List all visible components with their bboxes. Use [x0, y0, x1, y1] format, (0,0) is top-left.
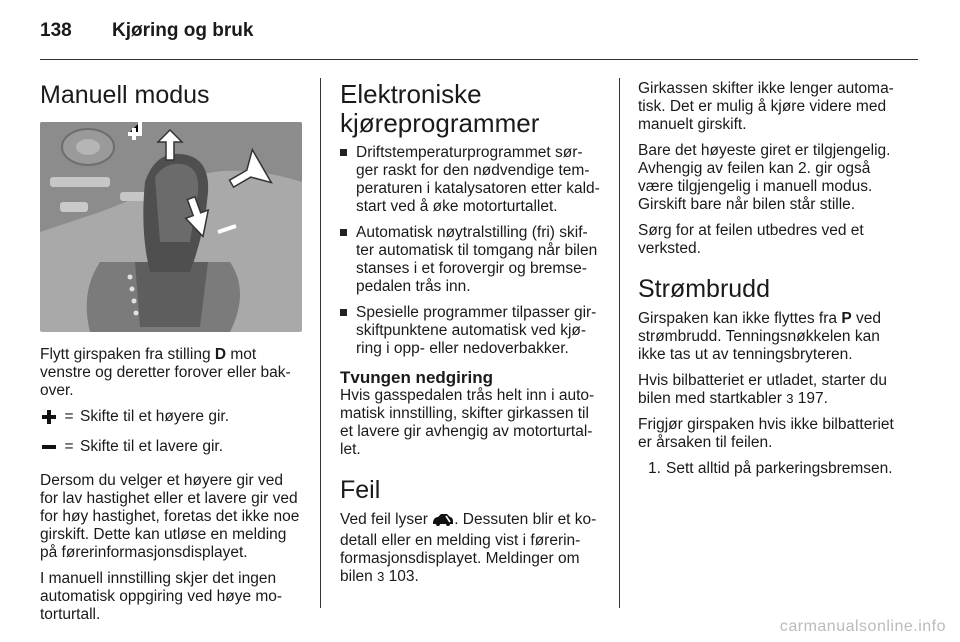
fault-paragraph: Ved feil lyser . Dessuten blir et ko-detall eller en melding vist i førerin-formasjonsdisplayet. Meldinger om bilen 3 103. [340, 511, 597, 585]
def-text-minus: Skifte til et lavere gir. [80, 438, 224, 455]
reference-arrow-icon: 3 [377, 569, 385, 584]
def-row-plus: = Skifte til et høyere gir. [40, 408, 304, 426]
plus-icon [40, 408, 58, 426]
paragraph: Girspaken kan ikke flyttes fra P ved strømbrudd. Tenningsnøkkelen kan ikke tas ut av tenningsbryteren. [638, 310, 881, 363]
gear-shifter-illustration [40, 122, 302, 332]
page-number: 138 [40, 20, 72, 41]
subtitle-tvungen-nedgiring: Tvungen nedgiring [340, 368, 493, 387]
title-manuell-modus: Manuell modus [40, 81, 210, 109]
column-divider [320, 78, 321, 608]
list-item: Spesielle programmer tilpasser gir-skiftpunktene automatisk ved kjø-ring i opp- eller nedoverbakker. [340, 304, 604, 358]
car-warning-icon [432, 513, 454, 532]
page-header [40, 20, 253, 42]
title-feil: Feil [340, 476, 381, 504]
bullet-icon [340, 229, 347, 236]
column-1 [40, 80, 304, 632]
column-2 [340, 80, 604, 594]
section-title: Kjøring og bruk [112, 20, 254, 41]
list-item: Automatisk nøytralstilling (fri) skif-ter automatisk til tomgang når bilen stanses i et forovergir og bremse-pedalen trås inn. [340, 224, 604, 296]
paragraph: Girkassen skifter ikke lenger automa-tisk. Det er mulig å kjøre videre med manuelt girskift. [638, 80, 894, 133]
paragraph: Hvis bilbatteriet er utladet, starter du bilen med startkabler 3 197. [638, 372, 887, 407]
def-row-minus: = Skifte til et lavere gir. [40, 438, 304, 456]
paragraph: Frigjør girspaken hvis ikke bilbatteriet er årsaken til feilen. [638, 416, 894, 451]
title-strombrudd: Strømbrudd [638, 275, 770, 303]
header-rule [40, 59, 918, 60]
column-3 [638, 80, 902, 478]
bullet-icon [340, 149, 347, 156]
watermark-footer: carmanualsonline.info [779, 618, 946, 635]
reference-arrow-icon: 3 [786, 391, 794, 406]
intro-paragraph: Flytt girspaken fra stilling D mot venstre og deretter forover eller bak-over. [40, 346, 291, 399]
def-text-plus: Skifte til et høyere gir. [80, 408, 230, 425]
minus-icon [40, 438, 58, 456]
paragraph: Dersom du velger et høyere gir ved for lav hastighet eller et lavere gir ved for høy hastighet, foretas det ikke noe girskift. Dette kan utløse en melding på førerinformasjonsdisplayet. [40, 472, 300, 561]
column-divider [619, 78, 620, 608]
bullet-icon [340, 309, 347, 316]
title-elektroniske-kjoreprogrammer: Elektroniske kjøreprogrammer [340, 79, 540, 138]
numbered-step: 1. Sett alltid på parkeringsbremsen. [648, 460, 893, 477]
paragraph: Sørg for at feilen utbedres ved et verksted. [638, 222, 864, 257]
paragraph: Bare det høyeste giret er tilgjengelig. Avhengig av feilen kan 2. gir også være tilgjengelig i manuell modus. Girskift bare når bilen står stille. [638, 142, 891, 213]
paragraph: I manuell innstilling skjer det ingen automatisk oppgiring ved høye mo-torturtall. [40, 570, 283, 623]
paragraph: Hvis gasspedalen trås helt inn i auto-matisk innstilling, skifter girkassen til et lavere gir avhengig av motorturtal-let. [340, 387, 595, 458]
list-item: Driftstemperaturprogrammet sør-ger raskt for den nødvendige tem-peraturen i katalysatoren etter kald-start ved å øke motorturtallet. [340, 144, 604, 216]
